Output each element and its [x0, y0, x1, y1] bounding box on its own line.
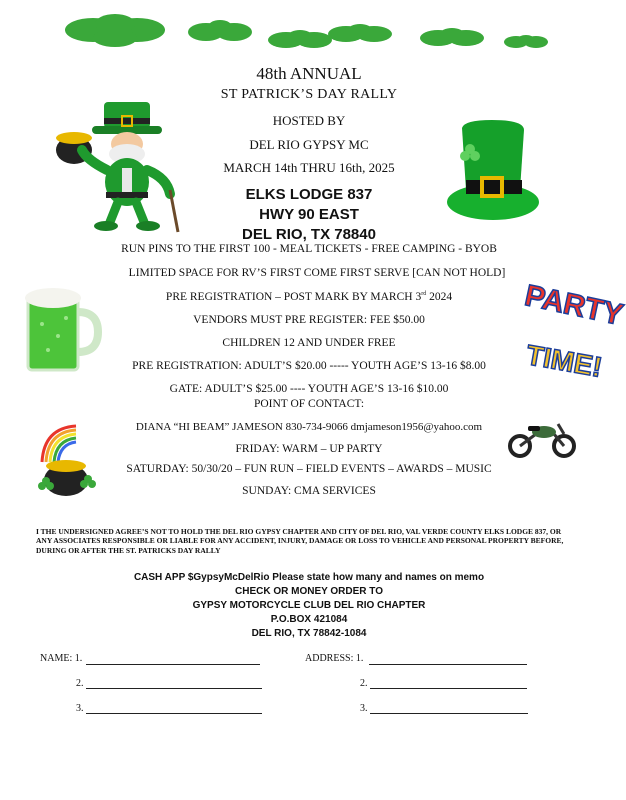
point-of-contact-label: POINT OF CONTACT:: [253, 398, 365, 410]
rv-space-line: LIMITED SPACE FOR RV’S FIRST COME FIRST SERVE [CAN NOT HOLD]: [128, 267, 506, 279]
address-field-1[interactable]: [369, 664, 527, 665]
venue-street: HWY 90 EAST: [259, 206, 359, 223]
shamrock-icon: [504, 35, 548, 48]
rally-name-title: ST PATRICK’S DAY RALLY: [220, 87, 398, 102]
name-field-label-2: 2.: [76, 678, 84, 689]
shamrock-garland: [60, 10, 560, 55]
shamrock-icon: [268, 30, 332, 48]
name-field-label-1: NAME: 1.: [40, 653, 83, 664]
address-field-label-3: 3.: [360, 703, 368, 714]
party-sign-word2: TIME!: [523, 339, 605, 383]
saturday-schedule: SATURDAY: 50/30/20 – FUN RUN – FIELD EVENTS – AWARDS – MUSIC: [126, 463, 492, 475]
event-dates: MARCH 14th THRU 16th, 2025: [223, 160, 395, 175]
shamrock-icon: [65, 14, 165, 47]
venue-name: ELKS LODGE 837: [245, 186, 373, 203]
address-field-label-1: ADDRESS: 1.: [305, 653, 364, 664]
po-box: P.O.BOX 421084: [270, 614, 348, 625]
liability-disclaimer: I THE UNDERSIGNED AGREE’S NOT TO HOLD THE DEL RIO GYPSY CHAPTER AND CITY OF DEL RIO, VAL VERDE COUNTY ELKS LODGE 837, OR ANY ASSOCIATES RESPONSIBLE OR LIABLE FOR ANY ACCIDENT, INJURY, DAMAGE OR LOSS TO VEHICLE AND PERSONAL PROPERTY BEFORE, DURING OR AFTER THE ST. PATRICKS DAY RALLY: [36, 527, 564, 555]
rally-anniversary-title: 48th ANNUAL: [256, 64, 362, 83]
pre-registration-deadline: PRE REGISTRATION – POST MARK BY MARCH 3rd 2024: [165, 291, 453, 303]
payee-city: DEL RIO, TX 78842-1084: [251, 628, 367, 639]
children-free-line: CHILDREN 12 AND UNDER FREE: [222, 337, 396, 349]
address-field-3[interactable]: [370, 713, 528, 714]
party-time-sign: [520, 264, 626, 396]
gate-prices: GATE: ADULT’S $25.00 ---- YOUTH AGE’S 13-16 $10.00: [169, 383, 449, 395]
party-sign-word1: PARTY: [521, 279, 626, 332]
shamrock-icon: [188, 20, 252, 41]
friday-schedule: FRIDAY: WARM – UP PARTY: [235, 443, 383, 455]
cash-app-line: CASH APP $GypsyMcDelRio Please state how many and names on memo: [133, 572, 485, 583]
contact-info: DIANA “HI BEAM” JAMESON 830-734-9066 dmjameson1956@yahoo.com: [135, 421, 483, 433]
name-field-1[interactable]: [86, 664, 260, 665]
pre-registration-prices: PRE REGISTRATION: ADULT’S $20.00 ----- YOUTH AGE’S 13-16 $8.00: [132, 360, 486, 372]
address-field-2[interactable]: [370, 688, 527, 689]
run-pins-line: RUN PINS TO THE FIRST 100 - MEAL TICKETS - FREE CAMPING - BYOB: [121, 243, 497, 255]
name-field-label-3: 3.: [76, 703, 84, 714]
shamrock-icon: [420, 28, 484, 46]
payee-name: GYPSY MOTORCYCLE CLUB DEL RIO CHAPTER: [192, 600, 426, 611]
check-money-order-line: CHECK OR MONEY ORDER TO: [235, 586, 383, 597]
vendors-fee-line: VENDORS MUST PRE REGISTER: FEE $50.00: [193, 314, 425, 326]
sunday-schedule: SUNDAY: CMA SERVICES: [242, 485, 376, 497]
address-field-label-2: 2.: [360, 678, 368, 689]
name-field-3[interactable]: [86, 713, 262, 714]
shamrock-icon: [328, 24, 392, 42]
hosted-by-label: HOSTED BY: [272, 113, 346, 128]
host-club-name: DEL RIO GYPSY MC: [249, 137, 369, 152]
venue-city: DEL RIO, TX 78840: [242, 226, 376, 243]
name-field-2[interactable]: [86, 688, 262, 689]
